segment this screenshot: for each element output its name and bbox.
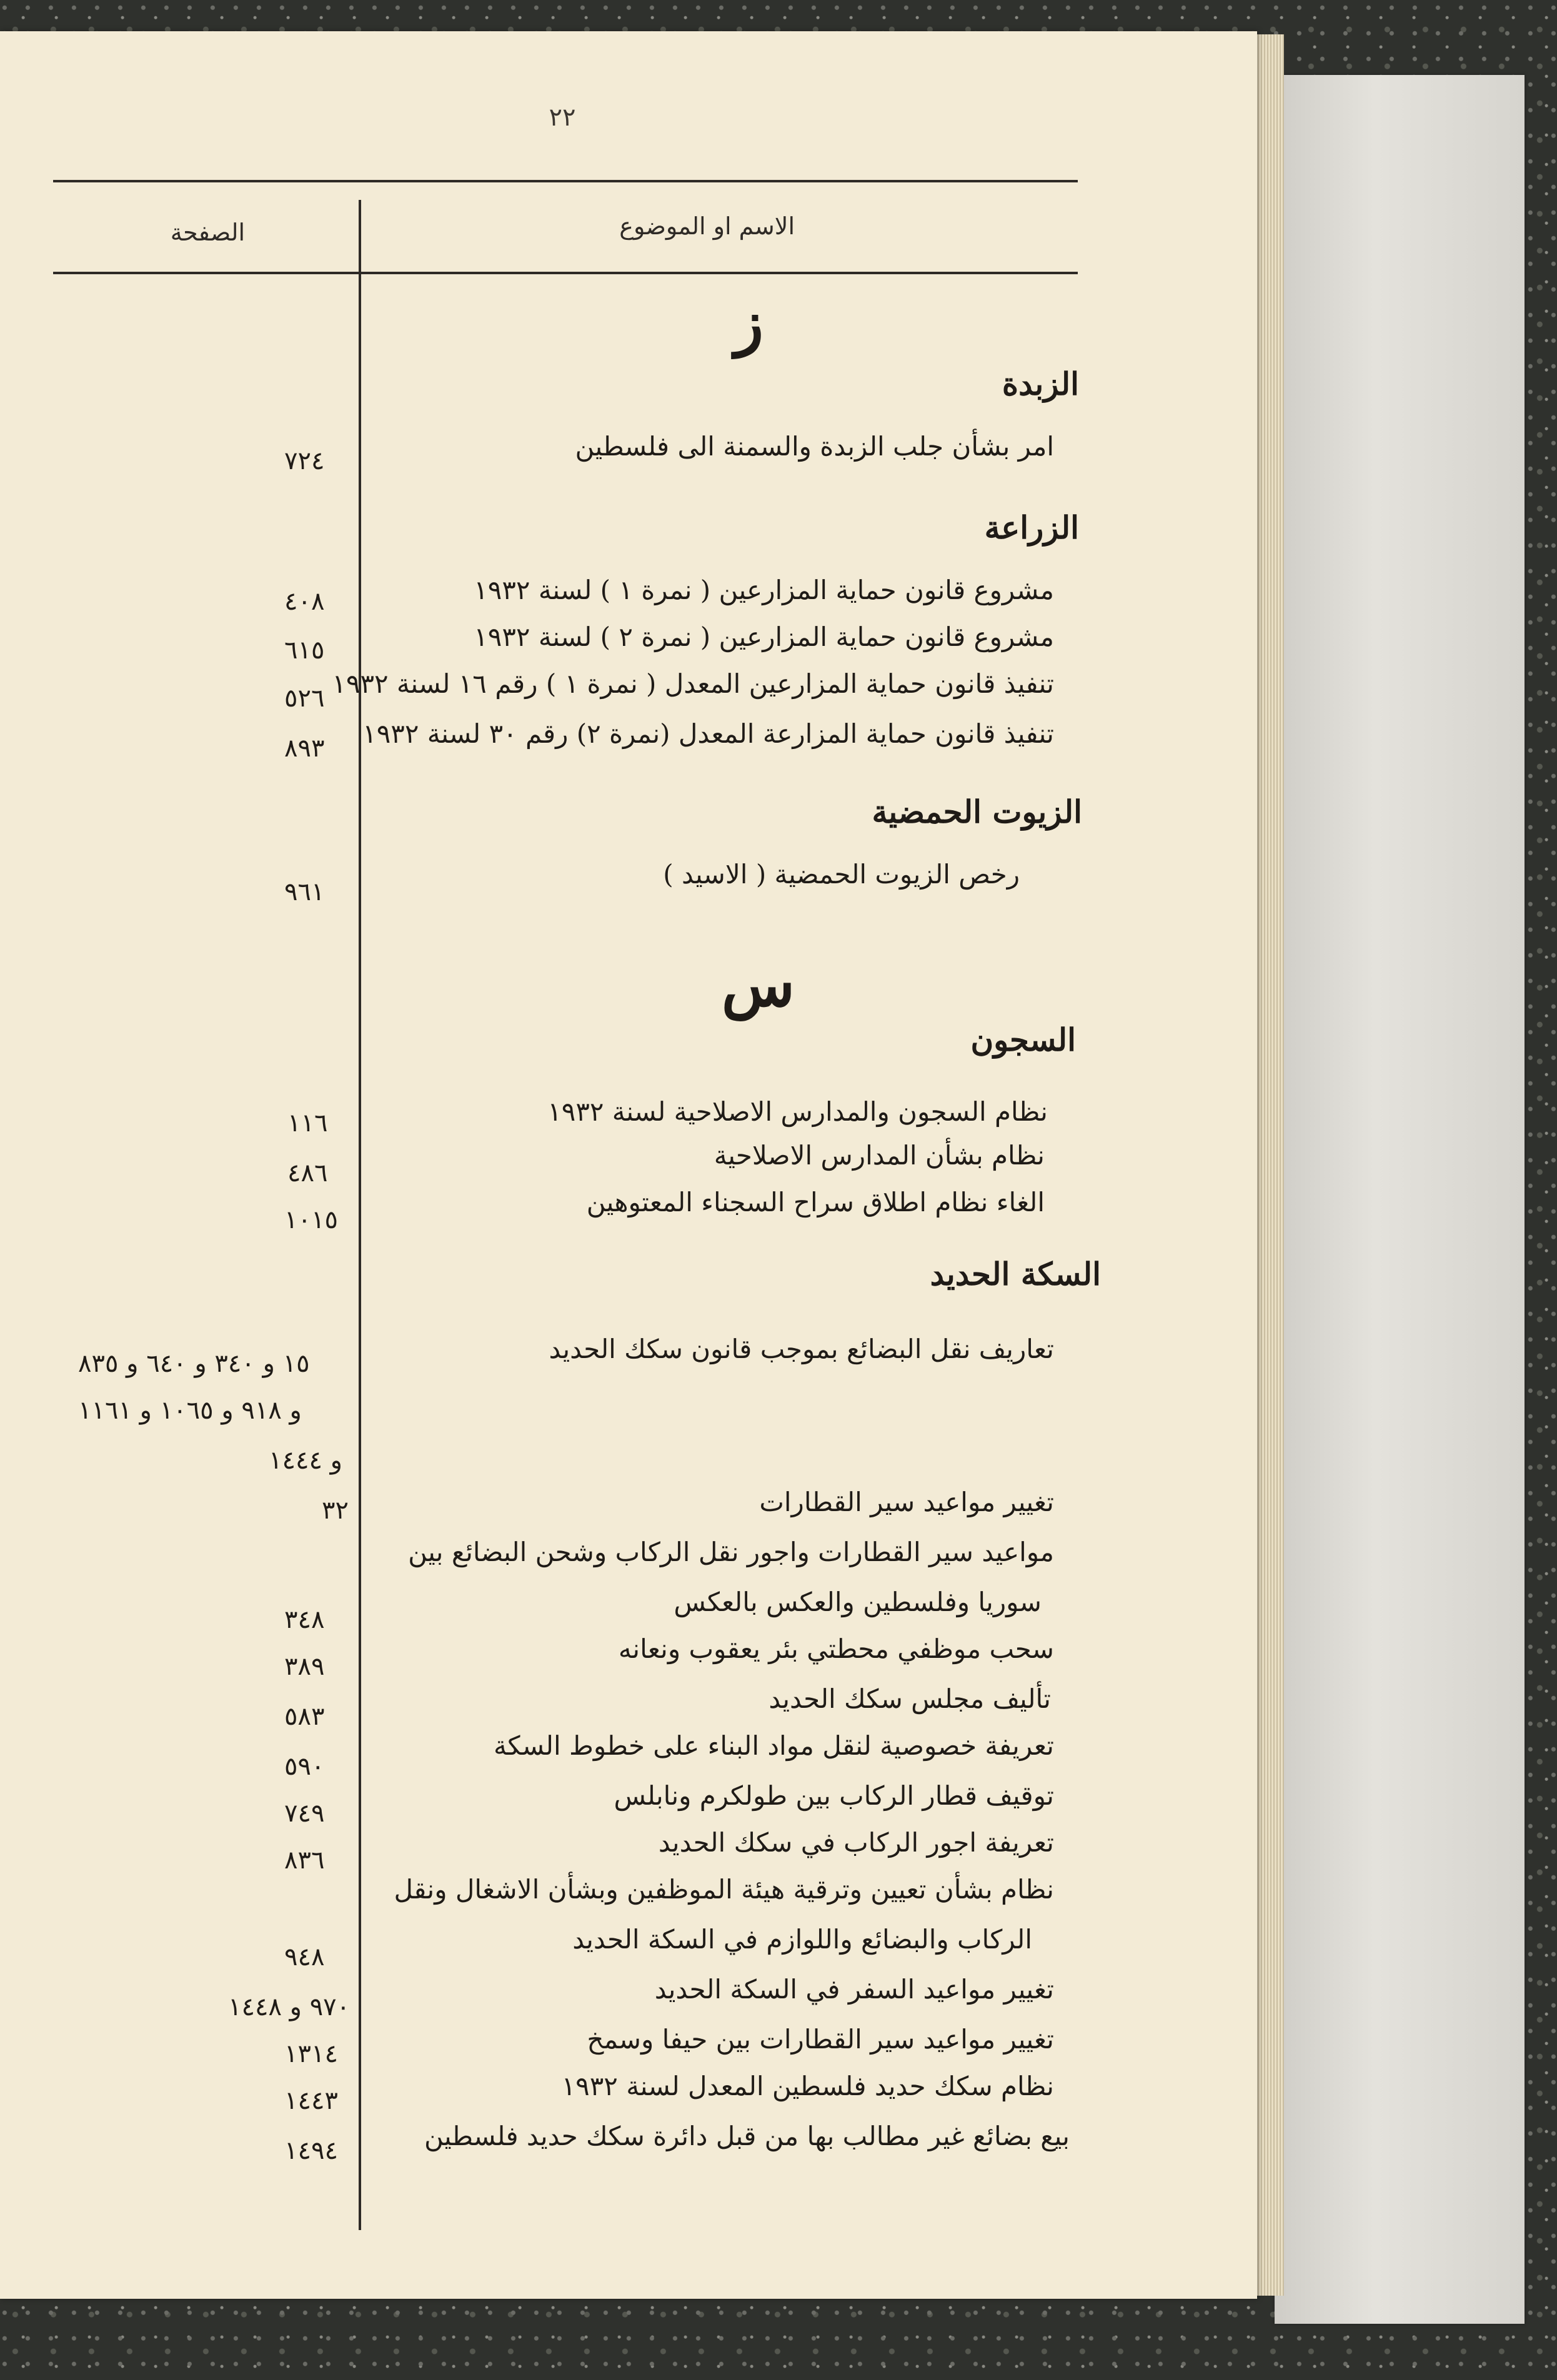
page-number: ٢٢ [549,103,576,132]
entry-page: ٥٢٦ [284,684,325,713]
entry-page: ٥٩٠ [284,1752,325,1781]
entry-text: نظام السجون والمدارس الاصلاحية لسنة ١٩٣٢ [547,1096,1048,1127]
entry-text: امر بشأن جلب الزبدة والسمنة الى فلسطين [575,431,1054,462]
entry-text: مشروع قانون حماية المزارعين ( نمرة ١ ) لسنة ١٩٣٢ [474,575,1054,605]
entry-text: تغيير مواعيد سير القطارات بين حيفا وسمخ [587,2024,1054,2055]
entry-page: ٩٦١ [284,878,325,906]
entry-text: سحب موظفي محطتي بئر يعقوب ونعانه [618,1634,1054,1664]
entry-text: تغيير مواعيد السفر في السكة الحديد [654,1974,1054,2005]
entry-page: ٨٩٣ [284,734,325,763]
index-heading: الزراعة [984,509,1079,546]
entry-page: ٥٨٣ [284,1702,325,1731]
entry-text: تعاريف نقل البضائع بموجب قانون سكك الحديد [549,1334,1054,1364]
entry-page: ٩٧٠ و ١٤٤٨ [228,1993,351,2021]
entry-text: تنفيذ قانون حماية المزارعة المعدل (نمرة ٢) رقم ٣٠ لسنة ١٩٣٢ [362,718,1054,749]
entry-text: تأليف مجلس سكك الحديد [769,1683,1051,1714]
tissue-interleaf [1275,75,1525,2324]
entry-text: تعريفة خصوصية لنقل مواد البناء على خطوط السكة [494,1730,1054,1761]
entry-page: ٨٣٦ [284,1846,325,1875]
section-letter: س [721,950,795,1020]
entry-page: ٦١٥ [284,636,325,665]
entry-text: سوريا وفلسطين والعكس بالعكس [674,1587,1042,1617]
header-bottom-rule [53,272,1078,274]
entry-page: ٤٨٦ [287,1159,328,1188]
entry-page: ٧٤٩ [284,1799,325,1828]
entry-text: الغاء نظام اطلاق سراح السجناء المعتوهين [586,1187,1045,1217]
entry-page: ١١٦ [287,1109,328,1138]
index-heading: الزيوت الحمضية [872,793,1082,830]
entry-page: ١٤٩٤ [284,2136,338,2165]
entry-page: ٣٢ [322,1496,349,1525]
entry-text: نظام بشأن تعيين وترقية هيئة الموظفين وبشأن الاشغال ونقل [394,1874,1054,1905]
entry-page: ٣٤٨ [284,1605,325,1634]
entry-text: توقيف قطار الركاب بين طولكرم ونابلس [614,1780,1054,1811]
entry-page: ١٥ و ٣٤٠ و ٦٤٠ و ٨٣٥ [78,1349,310,1378]
entry-text: نظام بشأن المدارس الاصلاحية [714,1140,1045,1171]
entry-text: مواعيد سير القطارات واجور نقل الركاب وشحن البضائع بين [408,1537,1054,1567]
entry-page: و ٩١٨ و ١٠٦٥ و ١١٦١ [78,1396,302,1425]
entry-page: ٣٨٩ [284,1652,325,1681]
entry-page: ٩٤٨ [284,1943,325,1971]
header-top-rule [53,180,1078,182]
entry-text: مشروع قانون حماية المزارعين ( نمرة ٢ ) لسنة ١٩٣٢ [474,622,1054,652]
header-page: الصفحة [170,219,245,246]
entry-text: رخص الزيوت الحمضية ( الاسيد ) [663,859,1020,890]
entry-text: الركاب والبضائع واللوازم في السكة الحديد [572,1924,1032,1955]
index-heading: الزبدة [1002,365,1079,402]
index-page [0,31,1257,2299]
entry-page: و ١٤٤٤ [269,1446,342,1475]
entry-page: ١٤٤٣ [284,2086,338,2115]
entry-page: ١٠١٥ [284,1206,338,1234]
entry-page: ٧٢٤ [284,447,325,475]
column-divider [359,200,361,2230]
header-topic: الاسم او الموضوع [619,212,795,240]
entry-text: نظام سكك حديد فلسطين المعدل لسنة ١٩٣٢ [561,2071,1054,2101]
entry-page: ١٣١٤ [284,2040,338,2068]
entry-page: ٤٠٨ [284,587,325,616]
index-heading: السكة الحديد [930,1256,1101,1292]
entry-text: تعريفة اجور الركاب في سكك الحديد [658,1827,1054,1858]
entry-text: تنفيذ قانون حماية المزارعين المعدل ( نمرة ١ ) رقم ١٦ لسنة ١٩٣٢ [332,668,1054,699]
section-letter: ز [734,287,764,358]
index-heading: السجون [970,1021,1076,1058]
entry-text: تغيير مواعيد سير القطارات [759,1487,1054,1517]
entry-text: بيع بضائع غير مطالب بها من قبل دائرة سكك حديد فلسطين [424,2121,1070,2151]
